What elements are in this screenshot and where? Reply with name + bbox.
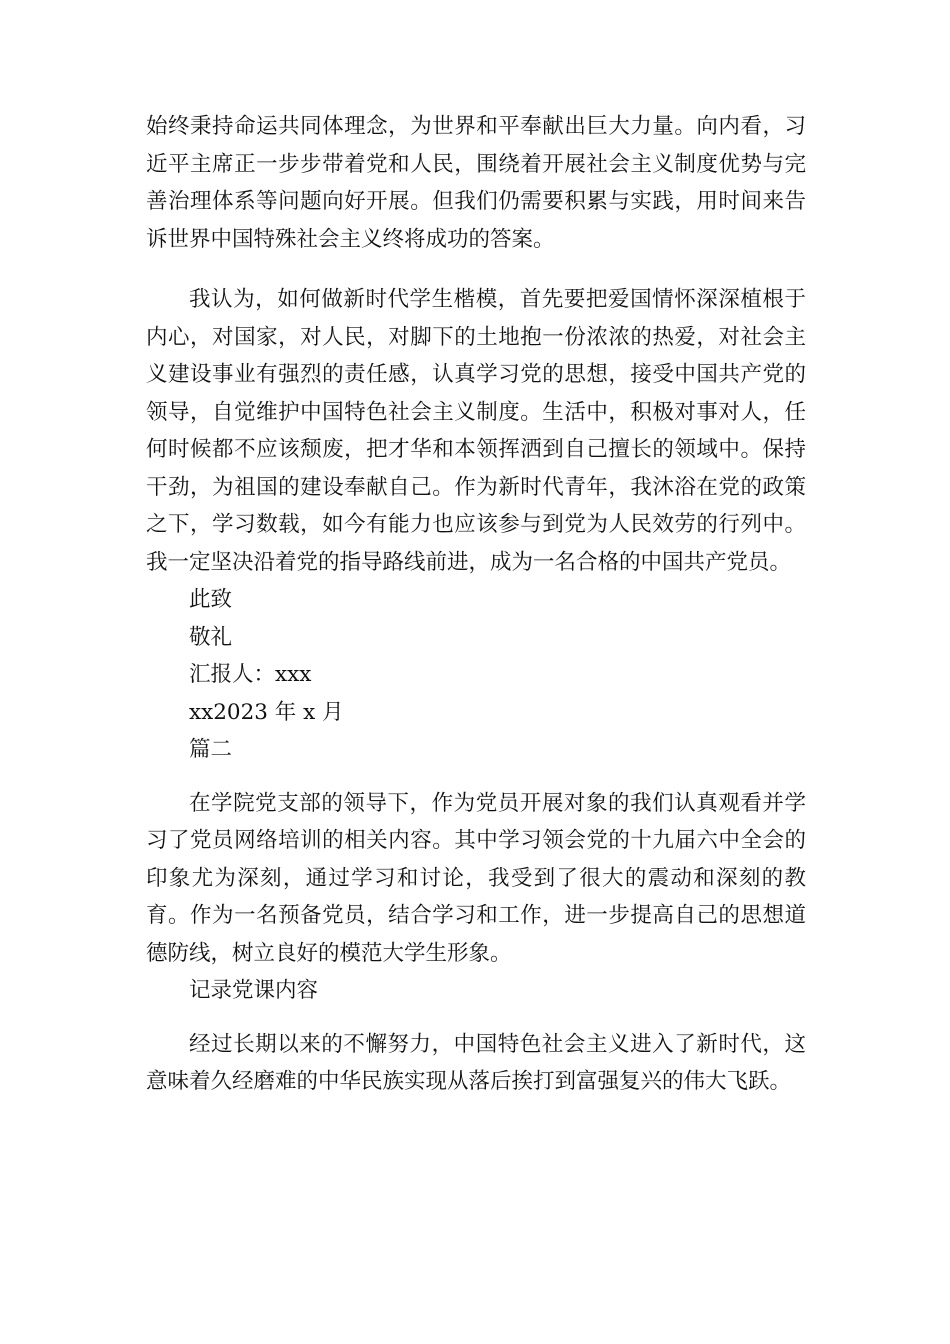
paragraph-3: 在学院党支部的领导下，作为党员开展对象的我们认真观看并学习了党员网络培训的相关内容。其中学习领会党的十九届六中全会的印象尤为深刻，通过学习和讨论，我受到了很大的震动和深刻的教育。作为一名预备党员，结合学习和工作，进一步提高自己的思想道德防线，树立良好的模范大学生形象。: [146, 790, 806, 966]
subheading-party-lesson: 记录党课内容: [189, 978, 319, 1003]
paragraph-1: 始终秉持命运共同体理念，为世界和平奉献出巨大力量。向内看，习近平主席正一步步带着党和人民，围绕着开展社会主义制度优势与完善治理体系等问题向好开展。但我们仍需要积累与实践，用时间来告诉世界中国特殊社会主义终将成功的答案。: [146, 114, 806, 252]
document-page: [146, 108, 806, 1101]
section-title: 篇二: [189, 737, 233, 762]
paragraph-4: 经过长期以来的不懈努力，中国特色社会主义进入了新时代，这意味着久经磨难的中华民族实现从落后挨打到富强复兴的伟大飞跃。: [146, 1031, 806, 1094]
salutation-ci-zhi: 此致: [189, 587, 233, 612]
date-line: xx2023 年 x 月: [189, 699, 344, 725]
salutation-jing-li: 敬礼: [189, 624, 233, 650]
reporter-line: 汇报人：xxx: [189, 662, 312, 687]
paragraph-2: 我认为，如何做新时代学生楷模，首先要把爱国情怀深深植根于内心，对国家，对人民，对脚下的土地抱一份浓浓的热爱，对社会主义建设事业有强烈的责任感，认真学习党的思想，接受中国共产党的领导，自觉维护中国特色社会主义制度。生活中，积极对事对人，任何时候都不应该颓废，把才华和本领挥洒到自己擅长的领域中。保持干劲，为祖国的建设奉献自己。作为新时代青年，我沐浴在党的政策之下，学习数载，如今有能力也应该参与到党为人民效劳的行列中。我一定坚决沿着党的指导路线前进，成为一名合格的中国共产党员。: [146, 287, 806, 575]
